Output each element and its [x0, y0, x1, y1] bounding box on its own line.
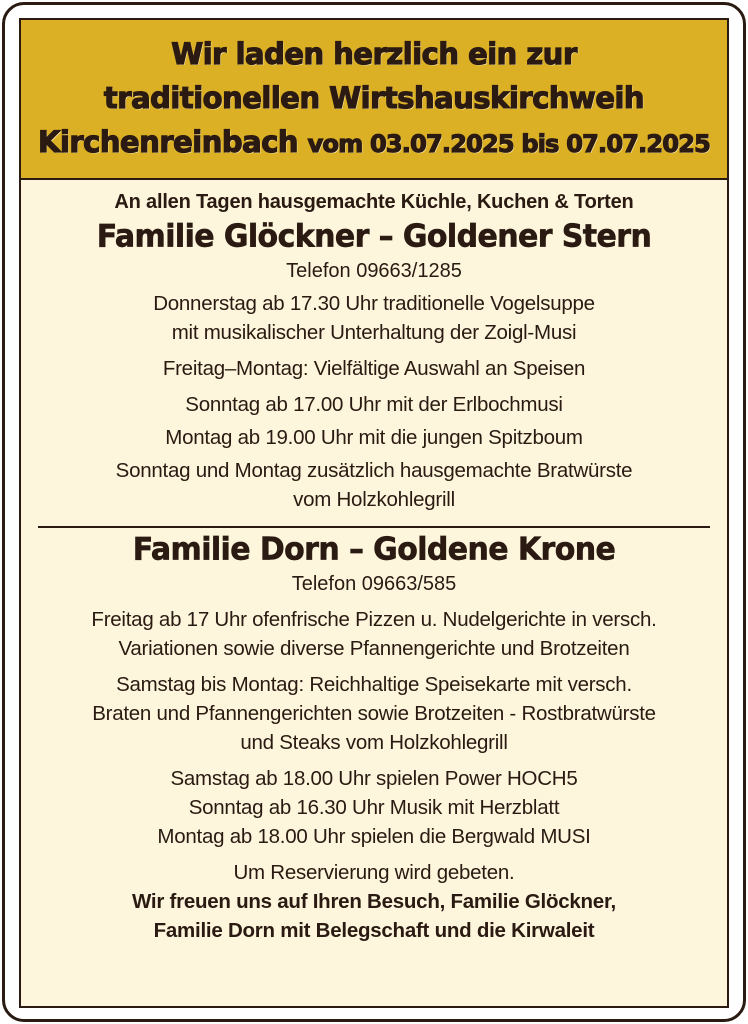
gloeckner-line: Sonntag und Montag zusätzlich hausgemachte Bratwürste	[115, 459, 633, 482]
closing	[21, 858, 727, 945]
gloeckner-phone: Telefon 09663/1285	[286, 260, 462, 282]
dorn-title: Familie Dorn – Goldene Krone	[132, 531, 616, 568]
dorn-paragraph	[21, 670, 727, 757]
dorn-line: Sonntag ab 16.30 Uhr Musik mit Herzblatt	[188, 796, 560, 819]
gloeckner-line: vom Holzkohlegrill	[293, 488, 455, 511]
thanks-line-2: Familie Dorn mit Belegschaft und die Kirwaleit	[153, 919, 595, 942]
gloeckner-line: Sonntag ab 17.00 Uhr mit der Erlbochmusi	[185, 393, 563, 416]
gloeckner-title: Familie Glöckner – Goldener Stern	[96, 218, 652, 255]
section-dorn	[21, 530, 727, 851]
section-divider	[38, 526, 710, 528]
content	[21, 189, 727, 945]
banner-line-2: traditionellen Wirtshauskirchweih	[103, 81, 645, 115]
gloeckner-line: mit musikalischer Unterhaltung der Zoigl-Musi	[171, 321, 577, 344]
dorn-phone: Telefon 09663/585	[291, 573, 457, 595]
gloeckner-line: Freitag–Montag: Vielfältige Auswahl an Speisen	[162, 357, 586, 380]
dorn-line: Variationen sowie diverse Pfannengerichte und Brotzeiten	[118, 637, 630, 660]
gloeckner-paragraph	[21, 289, 727, 347]
subheading: An allen Tagen hausgemachte Küchle, Kuchen & Torten	[114, 191, 634, 213]
dorn-line: Braten und Pfannengerichten sowie Brotzeiten - Rostbratwürste	[92, 702, 656, 725]
dorn-paragraph	[21, 605, 727, 663]
dorn-line: Freitag ab 17 Uhr ofenfrische Pizzen u. Nudelgerichte in versch.	[91, 608, 657, 631]
banner-line-1: Wir laden herzlich ein zur	[171, 37, 577, 71]
header-banner	[21, 20, 727, 180]
dorn-paragraph	[21, 764, 727, 851]
reservation-note: Um Reservierung wird gebeten.	[233, 861, 515, 884]
banner-place: Kirchenreinbach	[37, 125, 299, 159]
dorn-line: Montag ab 18.00 Uhr spielen die Bergwald MUSI	[157, 825, 591, 848]
gloeckner-paragraph	[21, 456, 727, 514]
advertisement-card	[19, 18, 729, 1008]
dorn-line: und Steaks vom Holzkohlegrill	[240, 731, 508, 754]
banner-dates: vom 03.07.2025 bis 07.07.2025	[307, 130, 711, 158]
banner-line-3	[21, 120, 727, 166]
dorn-line: Samstag bis Montag: Reichhaltige Speisekarte mit versch.	[116, 673, 632, 696]
section-gloeckner	[21, 217, 727, 514]
gloeckner-line: Donnerstag ab 17.30 Uhr traditionelle Vogelsuppe	[153, 292, 595, 315]
gloeckner-line: Montag ab 19.00 Uhr mit die jungen Spitzboum	[165, 426, 583, 449]
dorn-line: Samstag ab 18.00 Uhr spielen Power HOCH5	[170, 767, 578, 790]
thanks-line-1: Wir freuen uns auf Ihren Besuch, Familie Glöckner,	[132, 890, 616, 913]
